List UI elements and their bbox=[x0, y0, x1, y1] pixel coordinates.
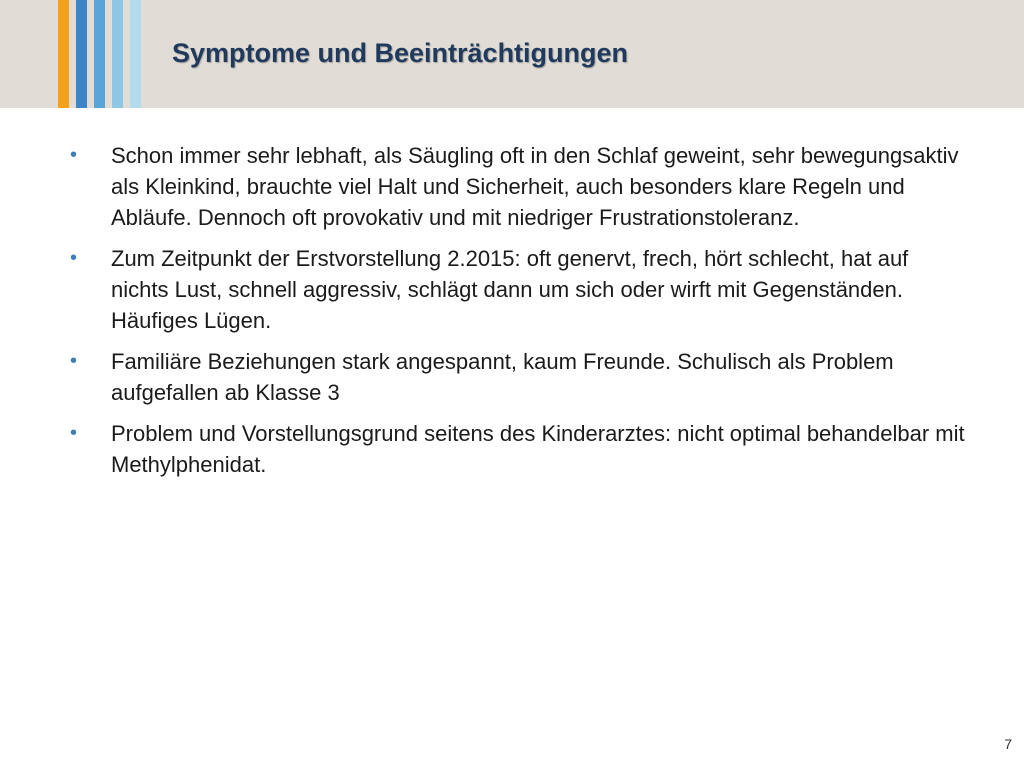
slide-title: Symptome und Beeinträchtigungen bbox=[172, 38, 629, 68]
bullet-dot-icon: • bbox=[70, 247, 78, 269]
bullet-text: Zum Zeitpunkt der Erstvorstellung 2.2015: oft genervt, frech, hört schlecht, hat auf nichts Lust, schnell aggressiv, schlägt dann um sich oder wirft mit Gegenständen. Häufiges Lügen. bbox=[111, 246, 909, 333]
bullet-item-2 bbox=[70, 243, 970, 336]
bullet-text: Familiäre Beziehungen stark angespannt, kaum Freunde. Schulisch als Problem aufgefallen ab Klasse 3 bbox=[111, 349, 894, 405]
bullet-dot-icon: • bbox=[70, 422, 78, 444]
page-number: 7 bbox=[1004, 736, 1012, 752]
bullet-item-4 bbox=[70, 418, 970, 480]
accent-stripe-blue-4 bbox=[130, 0, 141, 108]
bullet-text: Problem und Vorstellungsgrund seitens des Kinderarztes: nicht optimal behandelbar mit Methylphenidat. bbox=[111, 421, 965, 477]
accent-stripe-blue-1 bbox=[76, 0, 87, 108]
bullet-item-1 bbox=[70, 140, 970, 233]
bullet-dot-icon: • bbox=[70, 144, 78, 166]
bullet-list bbox=[70, 140, 970, 490]
bullet-item-3 bbox=[70, 346, 970, 408]
slide-header bbox=[0, 0, 1024, 108]
accent-stripe-orange bbox=[58, 0, 69, 108]
bullet-text: Schon immer sehr lebhaft, als Säugling oft in den Schlaf geweint, sehr bewegungsaktiv als Kleinkind, brauchte viel Halt und Sicherheit, auch besonders klare Regeln und Abläufe. Dennoch oft provokativ und mit niedriger Frustrationstoleranz. bbox=[111, 143, 959, 230]
accent-stripe-blue-2 bbox=[94, 0, 105, 108]
bullet-dot-icon: • bbox=[70, 350, 78, 372]
accent-stripe-blue-3 bbox=[112, 0, 123, 108]
